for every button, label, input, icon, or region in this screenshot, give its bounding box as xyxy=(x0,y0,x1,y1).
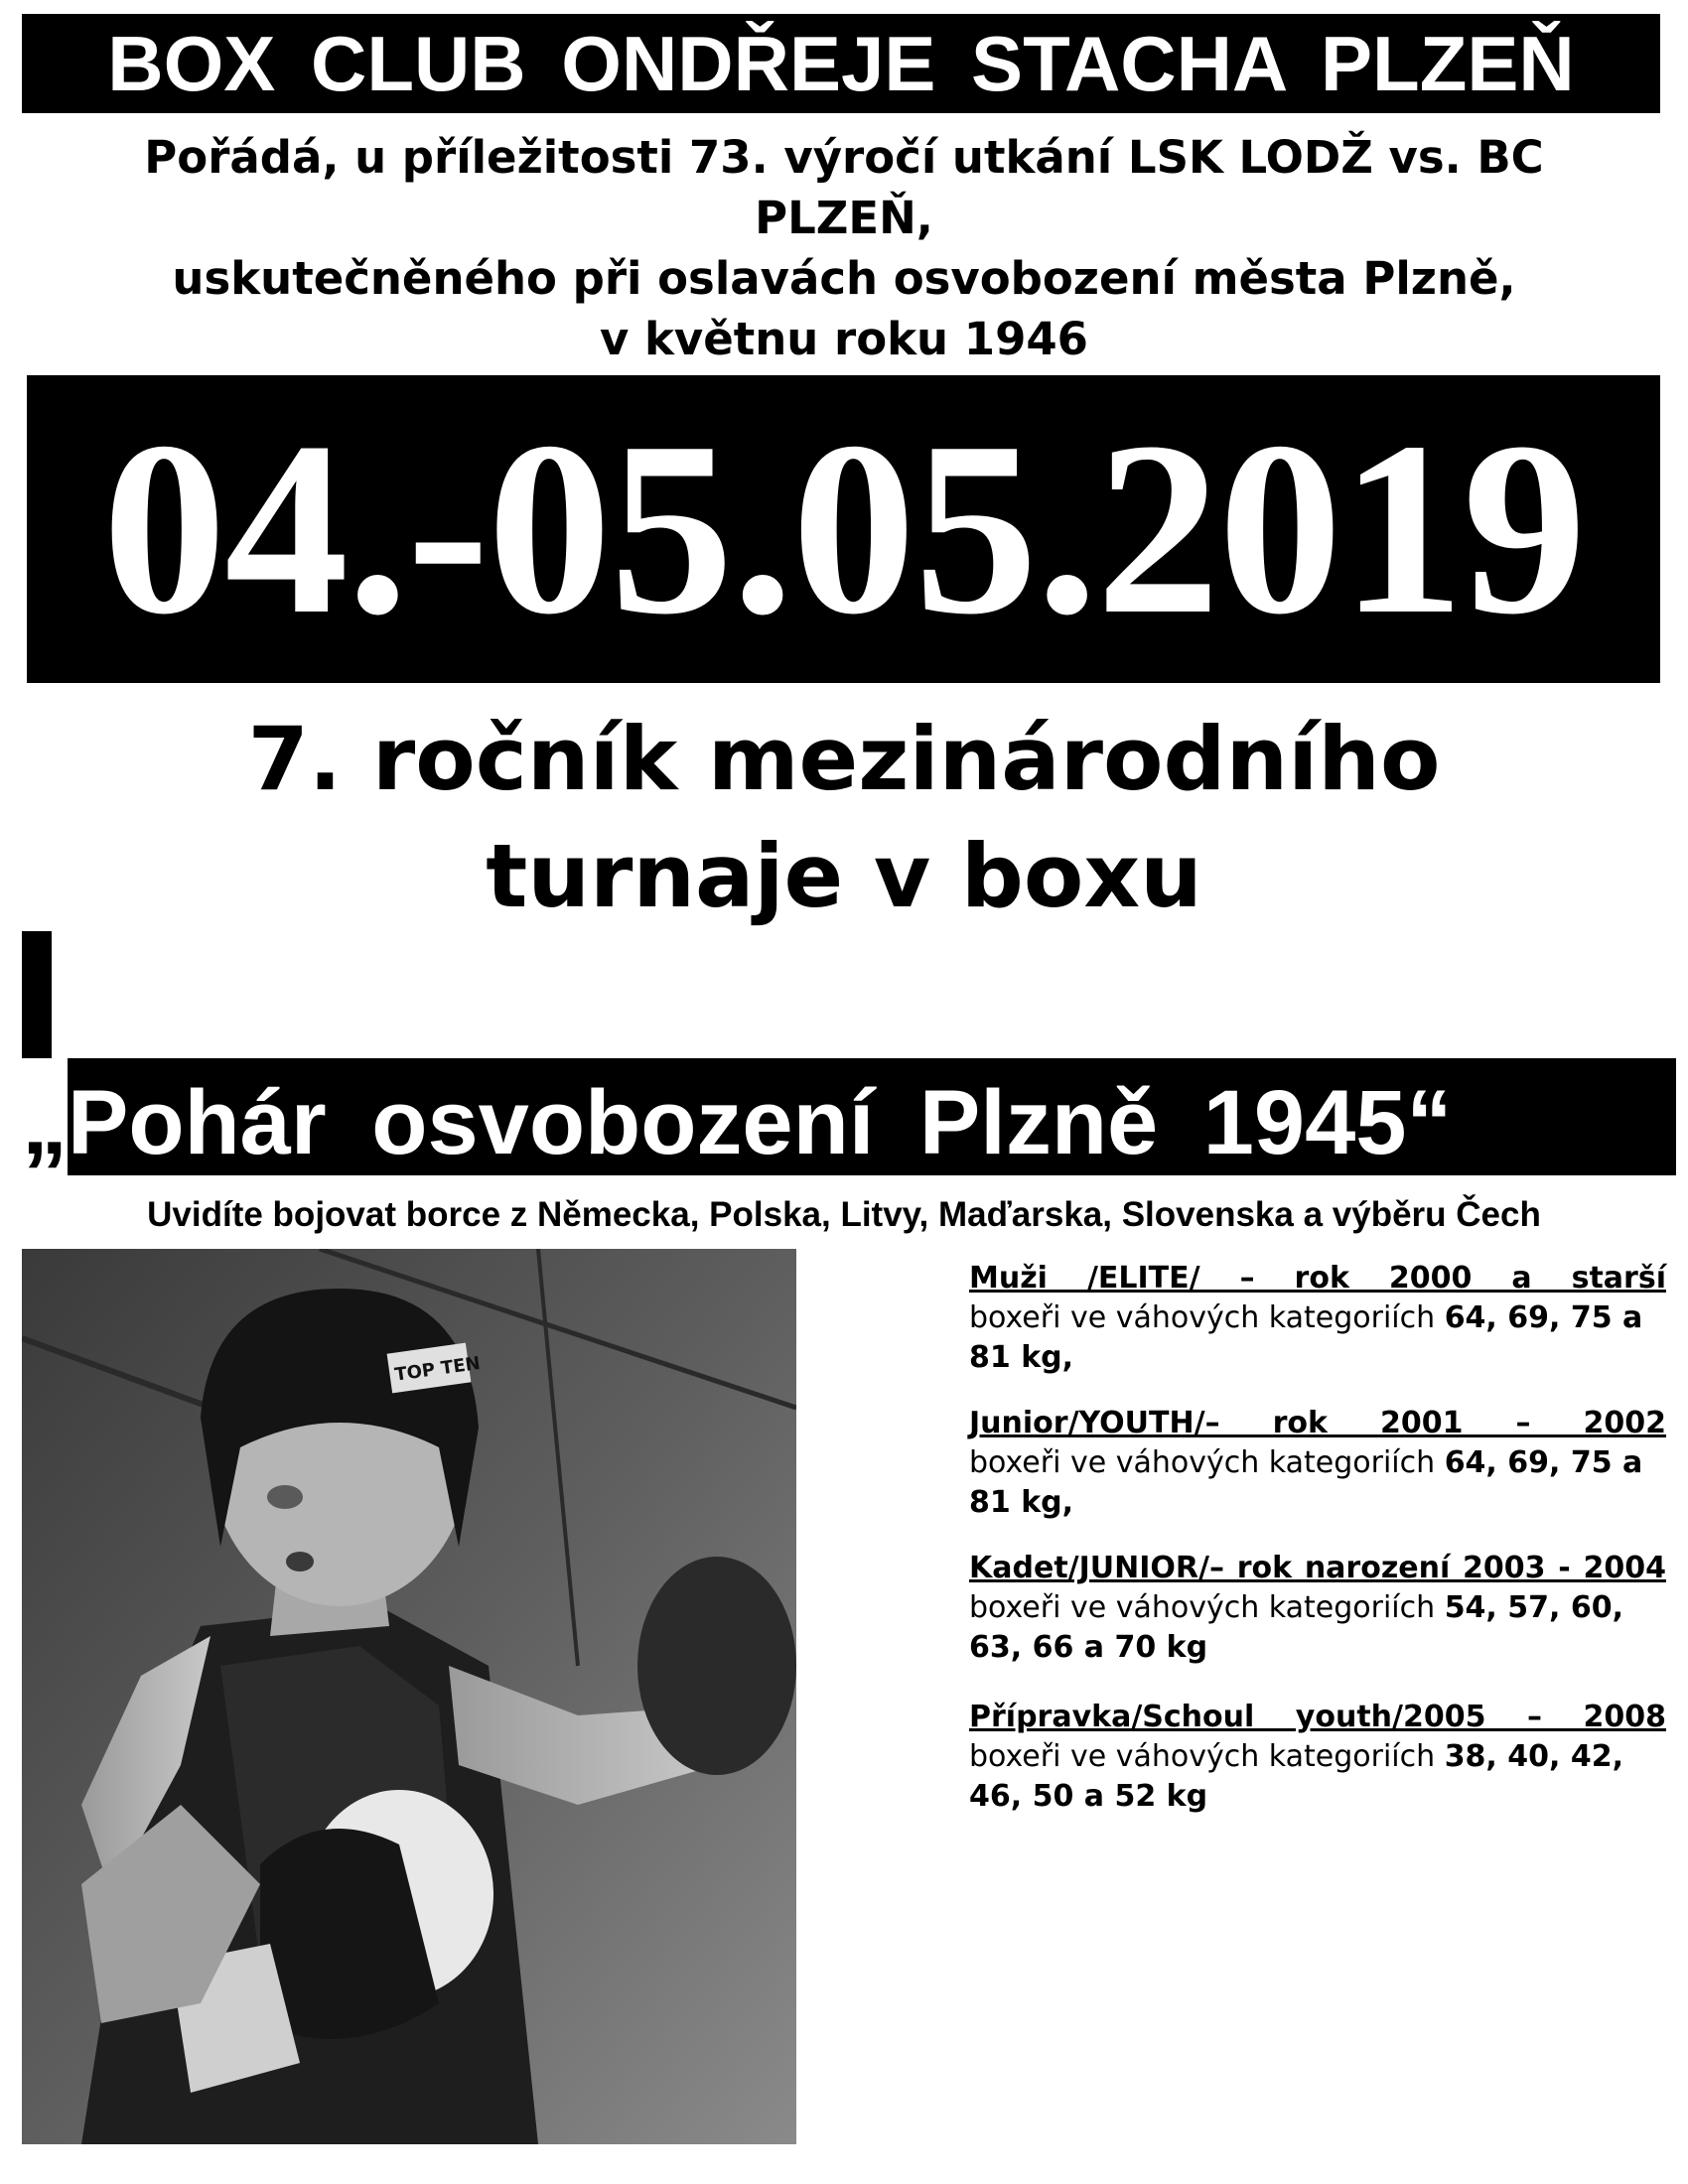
category-school-youth xyxy=(969,1698,1666,1817)
category-text: boxeři ve váhových kategoriích xyxy=(969,1590,1436,1625)
club-name: BOX CLUB ONDŘEJE STACHA PLZEŇ xyxy=(107,20,1575,107)
category-text: boxeři ve váhových kategoriích xyxy=(969,1739,1436,1774)
decorative-bar xyxy=(22,931,52,1058)
cup-banner xyxy=(22,1058,1676,1187)
helmet-brand: TOP TEN xyxy=(393,1352,482,1386)
category-heading: Junior/YOUTH/– rok 2001 – 2002 xyxy=(969,1406,1666,1440)
edition-line-2: turnaje v boxu xyxy=(486,825,1202,927)
cup-name: Pohár osvobození Plzně 1945“ xyxy=(68,1072,1453,1173)
edition-title xyxy=(20,701,1668,935)
intro-line-1: Pořádá, u příležitosti 73. výročí utkání LSK LODŽ vs. BC xyxy=(144,131,1544,184)
category-weights: 64, 69, 75 a 81 kg, xyxy=(969,1445,1643,1520)
countries-text: Uvidíte bojovat borce z Německa, Polska, Litvy, Maďarska, Slovenska a výběru Čech xyxy=(147,1195,1541,1234)
cup-open-quote: „ xyxy=(22,1072,68,1173)
category-heading: Přípravka/Schoul youth/2005 – 2008 xyxy=(969,1700,1666,1734)
boxer-photo xyxy=(22,1249,796,2144)
category-text: boxeři ve váhových kategoriích xyxy=(969,1300,1436,1335)
category-weights: 54, 57, 60, 63, 66 a 70 kg xyxy=(969,1590,1624,1665)
boxer-illustration xyxy=(22,1249,796,2144)
category-junior xyxy=(969,1549,1666,1668)
event-date-banner xyxy=(27,375,1660,683)
category-heading: Muži /ELITE/ – rok 2000 a starší xyxy=(969,1261,1666,1296)
category-text: boxeři ve váhových kategoriích xyxy=(969,1445,1436,1480)
intro-line-3: uskutečněného při oslavách osvobození města Plzně, xyxy=(172,252,1516,305)
intro-line-4: v květnu roku 1946 xyxy=(599,313,1088,365)
category-weights: 38, 40, 42, 46, 50 a 52 kg xyxy=(969,1739,1624,1814)
intro-text xyxy=(40,127,1648,369)
intro-line-2: PLZEŇ, xyxy=(755,192,933,244)
edition-line-1: 7. ročník mezinárodního xyxy=(247,708,1441,810)
club-name-banner xyxy=(22,14,1660,113)
category-heading: Kadet/JUNIOR/– rok narození 2003 - 2004 xyxy=(969,1551,1666,1585)
category-weights: 64, 69, 75 a 81 kg, xyxy=(969,1300,1643,1375)
event-date: 04.-05.05.2019 xyxy=(102,391,1585,666)
category-youth xyxy=(969,1404,1666,1523)
categories-list xyxy=(969,1259,1666,1843)
category-elite xyxy=(969,1259,1666,1378)
